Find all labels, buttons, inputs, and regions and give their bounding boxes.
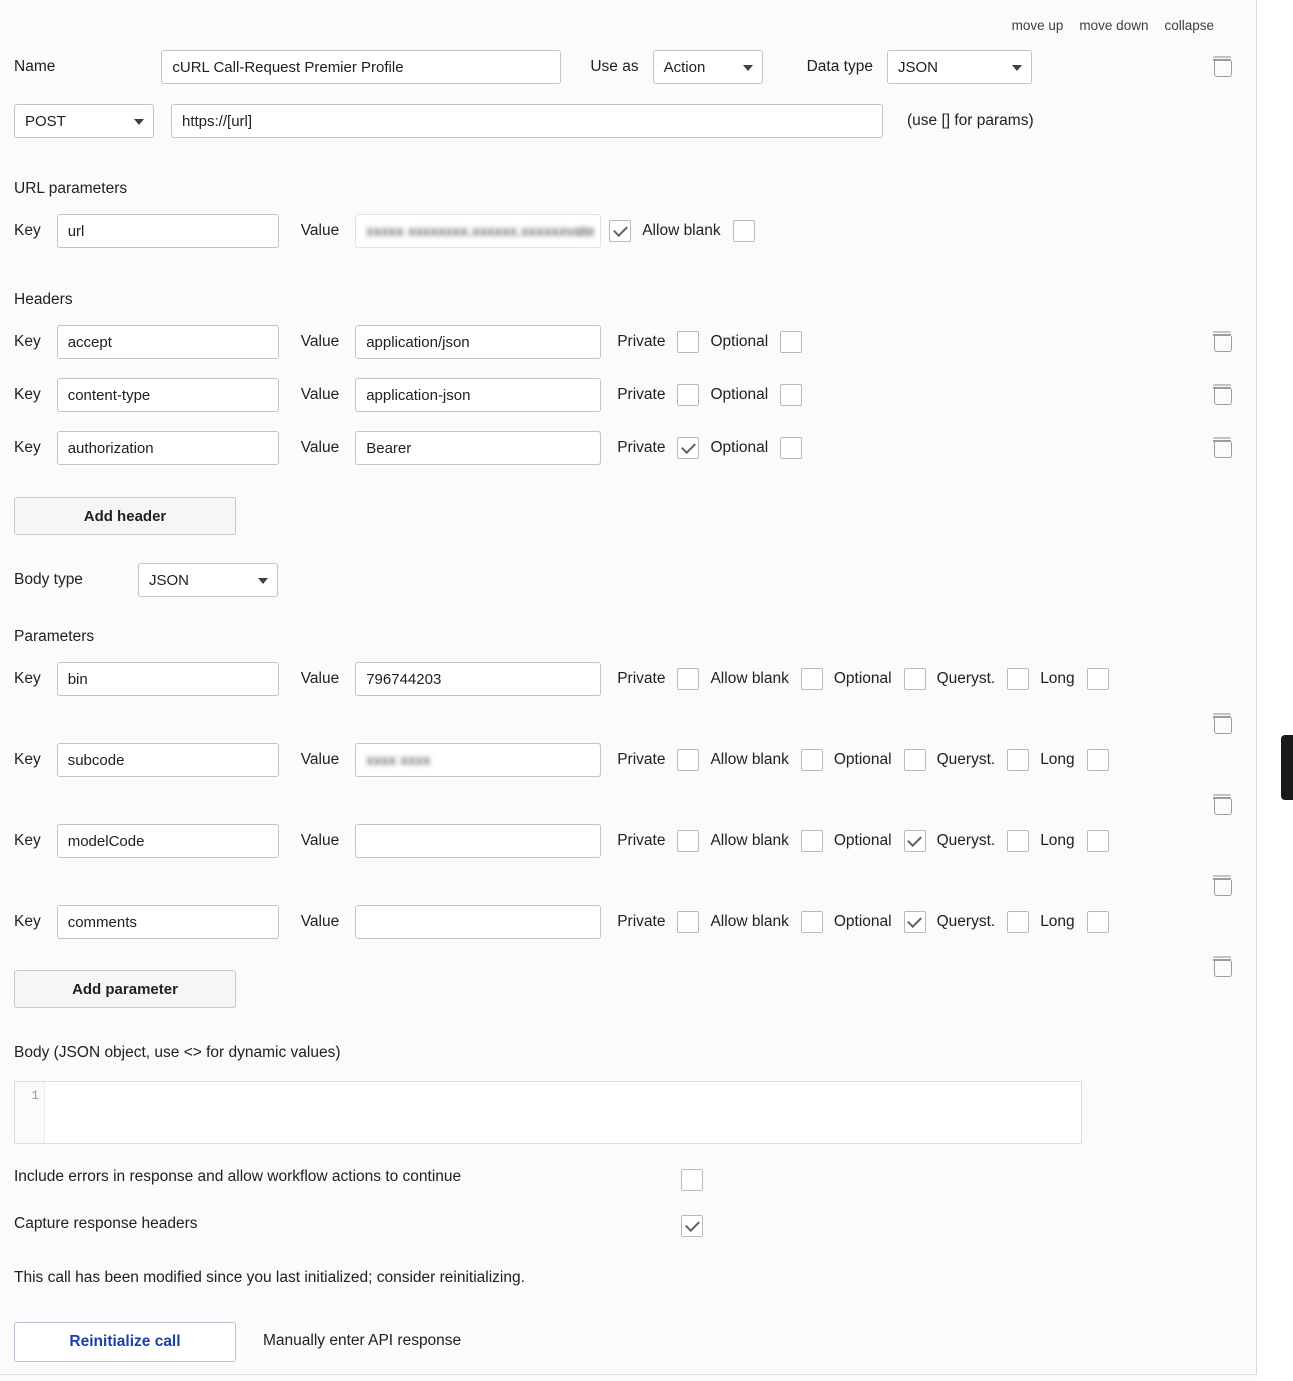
private-label: Private xyxy=(617,333,666,350)
url-param-value-input[interactable] xyxy=(355,214,601,248)
body-type-select[interactable] xyxy=(138,563,278,597)
private-label: Private xyxy=(617,751,666,768)
param-key-input[interactable] xyxy=(57,662,279,696)
chevron-down-icon xyxy=(743,65,753,71)
param-key-input[interactable] xyxy=(57,743,279,777)
name-row xyxy=(14,50,1032,84)
param-private-checkbox[interactable] xyxy=(677,749,699,771)
optional-label: Optional xyxy=(710,333,769,350)
param-private-checkbox[interactable] xyxy=(677,911,699,933)
panel-bottom-divider xyxy=(0,1374,1257,1381)
private-label: Private xyxy=(617,439,666,456)
include-errors-label: Include errors in response and allow workflow actions to continue xyxy=(14,1168,462,1185)
body-editor-line-number: 1 xyxy=(15,1082,45,1143)
add-parameter-button[interactable]: Add parameter xyxy=(14,970,236,1008)
url-param-key-input[interactable] xyxy=(57,214,279,248)
key-label: Key xyxy=(14,386,41,403)
allow-blank-label: Allow blank xyxy=(710,913,789,930)
parameters-title: Parameters xyxy=(14,628,95,645)
key-label: Key xyxy=(14,670,41,687)
http-method-select[interactable] xyxy=(14,104,154,138)
param-querystring-checkbox[interactable] xyxy=(1007,668,1029,690)
param-value-text: xxxx xxxx xyxy=(366,751,431,769)
value-label: Value xyxy=(300,222,340,239)
use-as-select[interactable] xyxy=(653,50,763,84)
capture-headers-row xyxy=(14,1215,198,1233)
body-type-value: JSON xyxy=(148,571,189,589)
value-label: Value xyxy=(300,333,340,350)
url-input[interactable] xyxy=(171,104,883,138)
capture-headers-checkbox[interactable] xyxy=(681,1215,703,1237)
chevron-down-icon xyxy=(258,578,268,584)
allow-blank-label: Allow blank xyxy=(710,751,789,768)
key-label: Key xyxy=(14,222,41,239)
long-label: Long xyxy=(1040,670,1075,687)
param-key-input[interactable] xyxy=(57,824,279,858)
header-row xyxy=(14,431,802,465)
parameter-row xyxy=(14,905,1109,939)
param-optional-checkbox[interactable] xyxy=(904,830,926,852)
parameter-row xyxy=(14,824,1109,858)
key-label: Key xyxy=(14,913,41,930)
panel-actions xyxy=(1012,18,1214,33)
param-key-input[interactable] xyxy=(57,905,279,939)
delete-parameter-icon[interactable] xyxy=(1213,795,1231,815)
delete-parameter-icon[interactable] xyxy=(1213,714,1231,734)
param-optional-checkbox[interactable] xyxy=(904,911,926,933)
parameter-row xyxy=(14,743,1109,777)
allow-blank-label: Allow blank xyxy=(710,670,789,687)
header-value-input[interactable] xyxy=(355,378,601,412)
header-row xyxy=(14,325,802,359)
header-key-input[interactable] xyxy=(57,325,279,359)
body-type-row xyxy=(14,563,278,597)
key-label: Key xyxy=(14,333,41,350)
value-label: Value xyxy=(300,913,340,930)
optional-label: Optional xyxy=(833,832,892,849)
collapse-link[interactable]: collapse xyxy=(1164,18,1214,33)
optional-label: Optional xyxy=(710,439,769,456)
param-querystring-checkbox[interactable] xyxy=(1007,830,1029,852)
url-hint: (use [] for params) xyxy=(907,112,1034,129)
param-long-checkbox[interactable] xyxy=(1087,911,1109,933)
querystring-label: Queryst. xyxy=(936,751,996,768)
url-parameter-row xyxy=(14,214,755,248)
long-label: Long xyxy=(1040,751,1075,768)
reinitialize-call-button[interactable]: Reinitialize call xyxy=(14,1322,236,1362)
optional-label: Optional xyxy=(833,913,892,930)
manual-api-response-link[interactable]: Manually enter API response xyxy=(263,1332,462,1349)
value-label: Value xyxy=(300,751,340,768)
body-title: Body (JSON object, use <> for dynamic values) xyxy=(14,1044,341,1061)
delete-header-icon[interactable] xyxy=(1213,438,1231,458)
add-header-button[interactable]: Add header xyxy=(14,497,236,535)
header-value-input[interactable] xyxy=(355,325,601,359)
param-optional-checkbox[interactable] xyxy=(904,749,926,771)
key-label: Key xyxy=(14,439,41,456)
querystring-label: Queryst. xyxy=(936,670,996,687)
private-label: Private xyxy=(617,913,666,930)
body-editor[interactable] xyxy=(14,1081,1082,1144)
header-private-checkbox[interactable] xyxy=(677,437,699,459)
private-label: Private xyxy=(617,832,666,849)
parameter-row xyxy=(14,662,1109,696)
param-value-input[interactable] xyxy=(355,743,601,777)
private-label: Private xyxy=(617,386,666,403)
status-message: This call has been modified since you last initialized; consider reinitializing. xyxy=(14,1269,525,1286)
body-type-label: Body type xyxy=(14,571,83,588)
right-gutter xyxy=(1257,0,1293,1381)
value-label: Value xyxy=(300,670,340,687)
http-method-value: POST xyxy=(25,112,66,130)
allow-blank-label: Allow blank xyxy=(642,222,721,239)
param-long-checkbox[interactable] xyxy=(1087,749,1109,771)
data-type-select[interactable] xyxy=(887,50,1032,84)
move-down-link[interactable]: move down xyxy=(1079,18,1149,33)
param-querystring-checkbox[interactable] xyxy=(1007,749,1029,771)
param-querystring-checkbox[interactable] xyxy=(1007,911,1029,933)
delete-call-icon[interactable] xyxy=(1213,57,1231,77)
param-private-checkbox[interactable] xyxy=(677,668,699,690)
key-label: Key xyxy=(14,832,41,849)
querystring-label: Queryst. xyxy=(936,832,996,849)
header-key-input[interactable] xyxy=(57,431,279,465)
optional-label: Optional xyxy=(710,386,769,403)
param-long-checkbox[interactable] xyxy=(1087,830,1109,852)
param-long-checkbox[interactable] xyxy=(1087,668,1109,690)
name-input[interactable] xyxy=(161,50,561,84)
param-value-input[interactable] xyxy=(355,662,601,696)
use-as-value: Action xyxy=(663,58,706,76)
delete-parameter-icon[interactable] xyxy=(1213,876,1231,896)
param-private-checkbox[interactable] xyxy=(677,830,699,852)
header-optional-checkbox[interactable] xyxy=(780,331,802,353)
key-label: Key xyxy=(14,751,41,768)
delete-parameter-icon[interactable] xyxy=(1213,957,1231,977)
use-as-label: Use as xyxy=(590,58,639,75)
param-value-input[interactable] xyxy=(355,905,601,939)
chevron-down-icon xyxy=(134,119,144,125)
private-label: Private xyxy=(617,670,666,687)
header-optional-checkbox[interactable] xyxy=(780,437,802,459)
move-up-link[interactable]: move up xyxy=(1011,18,1064,33)
url-param-value-checkbox[interactable] xyxy=(609,220,631,242)
url-parameters-title: URL parameters xyxy=(14,180,128,197)
optional-label: Optional xyxy=(833,670,892,687)
url-param-value-text: xxxxx xxxxxxxx.xxxxxx.xxxxxxvate xyxy=(366,222,595,240)
include-errors-row xyxy=(14,1168,461,1186)
headers-title: Headers xyxy=(14,291,73,308)
header-key-input[interactable] xyxy=(57,378,279,412)
body-editor-content[interactable] xyxy=(45,1082,1081,1143)
header-value-input[interactable] xyxy=(355,431,601,465)
capture-headers-label: Capture response headers xyxy=(14,1215,198,1232)
request-row xyxy=(14,104,1034,138)
delete-header-icon[interactable] xyxy=(1213,385,1231,405)
data-type-label: Data type xyxy=(806,58,873,75)
header-private-checkbox[interactable] xyxy=(677,331,699,353)
data-type-value: JSON xyxy=(897,58,938,76)
include-errors-checkbox[interactable] xyxy=(681,1169,703,1191)
value-label: Value xyxy=(300,439,340,456)
name-label: Name xyxy=(14,58,56,75)
header-row xyxy=(14,378,802,412)
optional-label: Optional xyxy=(833,751,892,768)
allow-blank-label: Allow blank xyxy=(710,832,789,849)
param-allow-blank-checkbox[interactable] xyxy=(801,911,823,933)
long-label: Long xyxy=(1040,913,1075,930)
delete-header-icon[interactable] xyxy=(1213,332,1231,352)
header-optional-checkbox[interactable] xyxy=(780,384,802,406)
param-optional-checkbox[interactable] xyxy=(904,668,926,690)
param-allow-blank-checkbox[interactable] xyxy=(801,749,823,771)
param-value-input[interactable] xyxy=(355,824,601,858)
value-label: Value xyxy=(300,386,340,403)
querystring-label: Queryst. xyxy=(936,913,996,930)
long-label: Long xyxy=(1040,832,1075,849)
chevron-down-icon xyxy=(1012,65,1022,71)
param-allow-blank-checkbox[interactable] xyxy=(801,668,823,690)
side-drawer-handle[interactable] xyxy=(1281,735,1293,800)
url-param-allow-blank-checkbox[interactable] xyxy=(733,220,755,242)
header-private-checkbox[interactable] xyxy=(677,384,699,406)
value-label: Value xyxy=(300,832,340,849)
param-allow-blank-checkbox[interactable] xyxy=(801,830,823,852)
